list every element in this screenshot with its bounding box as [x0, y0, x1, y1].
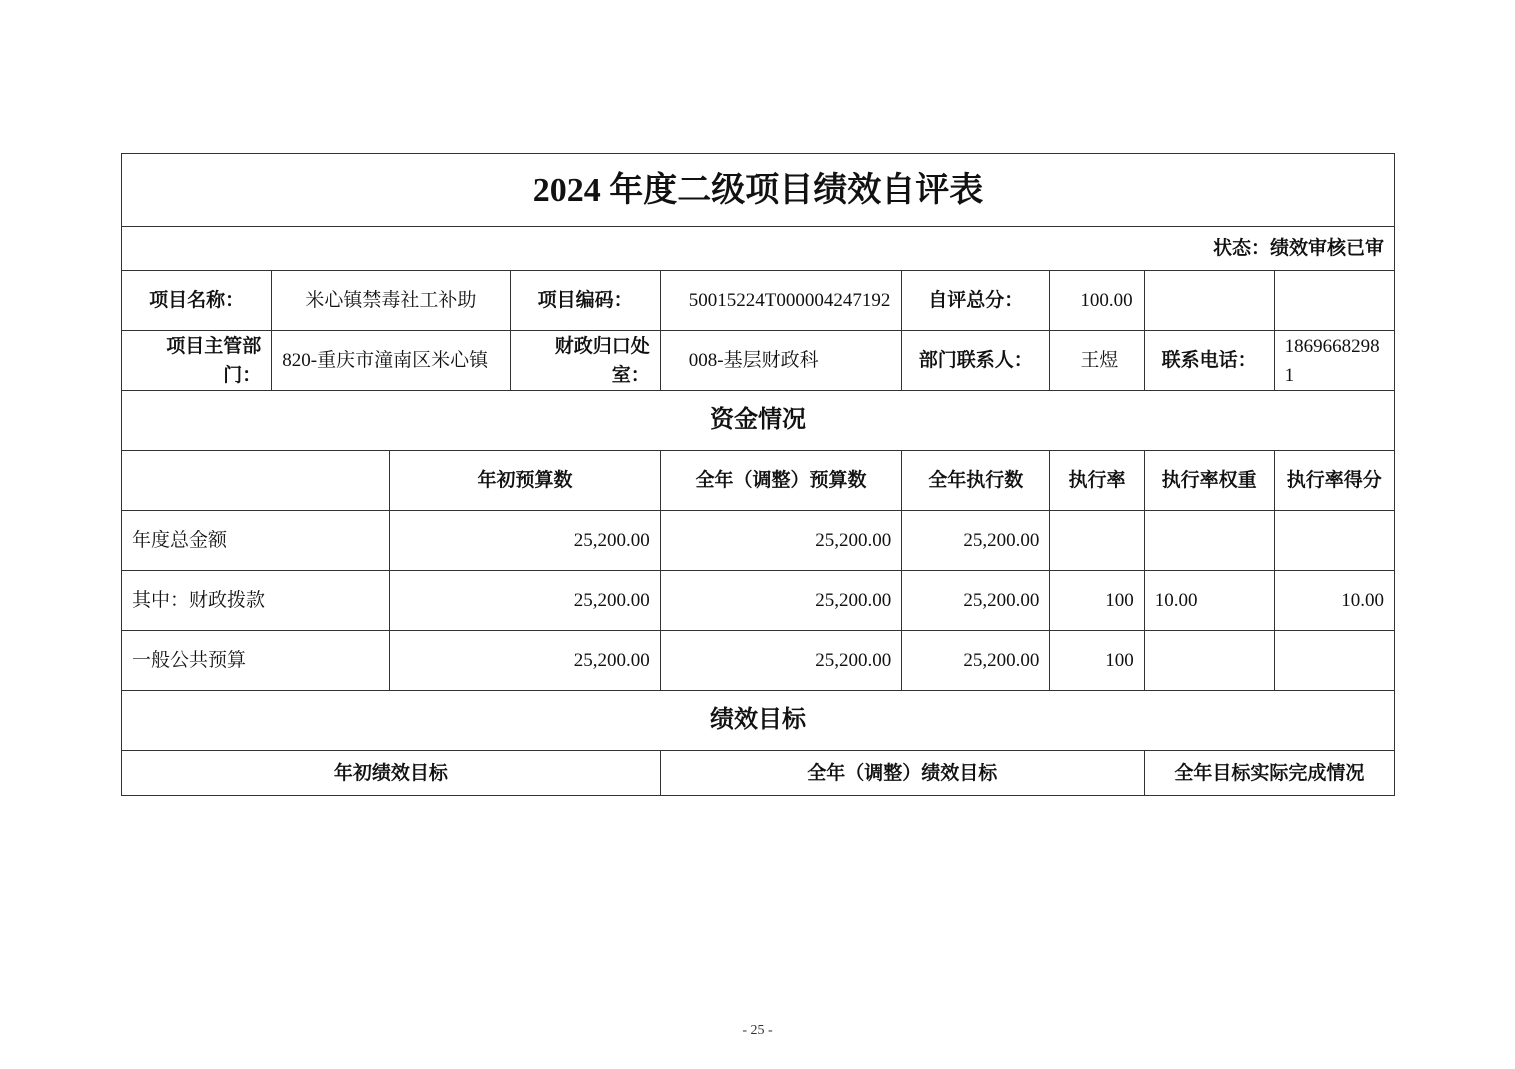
row-weight: 10.00	[1144, 571, 1274, 631]
contact-value: 王煜	[1050, 331, 1144, 391]
contact-label: 部门联系人：	[902, 331, 1050, 391]
row-name: 其中：财政拨款	[122, 571, 390, 631]
row-name: 一般公共预算	[122, 631, 390, 691]
row-rate: 100	[1050, 631, 1144, 691]
row-initial: 25,200.00	[390, 511, 660, 571]
funds-header-adjusted: 全年（调整）预算数	[660, 451, 901, 511]
table-row	[122, 631, 1395, 691]
row-score	[1274, 631, 1394, 691]
goals-section-title: 绩效目标	[122, 691, 1395, 751]
performance-evaluation-table	[121, 153, 1395, 796]
funds-header-blank	[122, 451, 390, 511]
goals-header-initial: 年初绩效目标	[122, 751, 661, 796]
funds-header-rate: 执行率	[1050, 451, 1144, 511]
self-score-label: 自评总分：	[902, 271, 1050, 331]
self-score-value: 100.00	[1050, 271, 1144, 331]
row-score	[1274, 511, 1394, 571]
goals-header-adjusted: 全年（调整）绩效目标	[660, 751, 1144, 796]
row-adjusted: 25,200.00	[660, 631, 901, 691]
phone-value: 18696682981	[1274, 331, 1394, 391]
funds-header-executed: 全年执行数	[902, 451, 1050, 511]
dept-label: 项目主管部门：	[122, 331, 272, 391]
project-code-value: 50015224T000004247192	[660, 271, 901, 331]
empty-cell	[1274, 271, 1394, 331]
page-number: - 25 -	[742, 1023, 773, 1038]
finance-office-value: 008-基层财政科	[660, 331, 901, 391]
row-weight	[1144, 631, 1274, 691]
row-executed: 25,200.00	[902, 571, 1050, 631]
row-initial: 25,200.00	[390, 571, 660, 631]
row-rate	[1050, 511, 1144, 571]
page-title: 2024 年度二级项目绩效自评表	[122, 154, 1395, 227]
funds-header-score: 执行率得分	[1274, 451, 1394, 511]
funds-header-weight: 执行率权重	[1144, 451, 1274, 511]
project-name-value: 米心镇禁毒社工补助	[272, 271, 510, 331]
goals-header-actual: 全年目标实际完成情况	[1144, 751, 1394, 796]
dept-value: 820-重庆市潼南区米心镇	[272, 331, 510, 391]
project-name-label: 项目名称：	[122, 271, 272, 331]
row-initial: 25,200.00	[390, 631, 660, 691]
row-adjusted: 25,200.00	[660, 571, 901, 631]
table-row	[122, 511, 1395, 571]
row-weight	[1144, 511, 1274, 571]
project-code-label: 项目编码：	[510, 271, 660, 331]
row-executed: 25,200.00	[902, 511, 1050, 571]
row-adjusted: 25,200.00	[660, 511, 901, 571]
table-row	[122, 571, 1395, 631]
funds-header-initial: 年初预算数	[390, 451, 660, 511]
row-score: 10.00	[1274, 571, 1394, 631]
row-name: 年度总金额	[122, 511, 390, 571]
row-rate: 100	[1050, 571, 1144, 631]
phone-label: 联系电话：	[1144, 331, 1274, 391]
empty-cell	[1144, 271, 1274, 331]
status-text: 状态：绩效审核已审	[122, 227, 1395, 271]
funds-section-title: 资金情况	[122, 391, 1395, 451]
row-executed: 25,200.00	[902, 631, 1050, 691]
finance-office-label: 财政归口处室：	[510, 331, 660, 391]
